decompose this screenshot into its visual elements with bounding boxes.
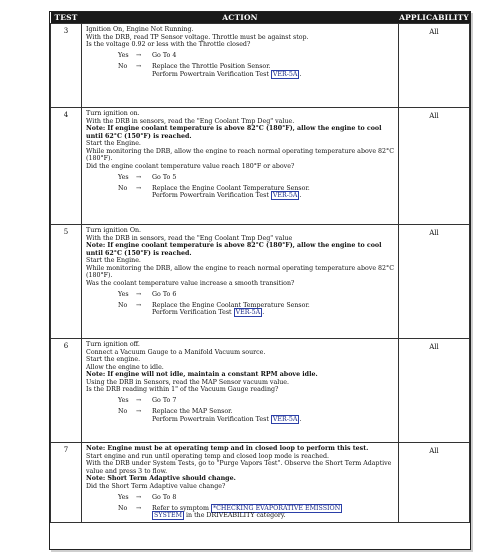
note-text: Note: If engine coolant temperature is above 82°C (180°F), allow the engine to cool until 62°C (150°F) is reached. — [86, 125, 382, 140]
verification-link[interactable]: VER-5A — [272, 70, 298, 78]
action-cell: Turn ignition On. With the DRB in sensors, read the "Eng Coolant Tmp Deg" value Note: If engine coolant temperature is above 82°C (180°F), allow the engine to cool until 62°C (150°F) is reached. Start the Engine. While monitoring the DRB, allow the engine to reach normal operating temperature above 82°C (180°F). Was the coolant temperature value increase a smooth transition? Yes → Go To 6 No → Replace the Engine Coolant Temperature Sensor. Perform Verification Test VER-5A . — [82, 225, 399, 339]
test-number: 5 — [51, 225, 82, 339]
table-header-row — [51, 12, 470, 24]
arrow-icon: → — [136, 173, 142, 181]
arrow-icon: → — [136, 493, 142, 501]
yes-branch: Yes → Go To 5 — [118, 173, 177, 181]
applicability: All — [399, 225, 470, 339]
symptom-link[interactable]: *CHECKING EVAPORATIVE EMISSION — [212, 504, 341, 512]
no-branch: No → Replace the Throttle Position Sensor. — [118, 63, 271, 70]
action-cell: Turn ignition off. Connect a Vacuum Gauge to a Manifold Vacuum source. Start the engine. Allow the engine to idle. Note: If engine will not idle, maintain a constant RPM above idle. Using the DRB in Sensors, read the MAP Sensor vacuum value. Is the DRB reading within 1" of the Vacuum Gauge reading? Yes → Go To 7 No → Replace the MAP Sensor. Perform Powertrain Verification Test VER-5A . — [82, 339, 399, 443]
table-row — [51, 24, 470, 108]
applicability: All — [399, 339, 470, 443]
no-branch: No → Replace the Engine Coolant Temperature Sensor. — [118, 301, 310, 309]
arrow-icon: → — [136, 301, 142, 309]
arrow-icon: → — [136, 52, 142, 59]
table-row — [51, 108, 470, 225]
applicability: All — [399, 24, 470, 108]
test-number: 7 — [51, 443, 82, 523]
symptom-link-cont[interactable]: SYSTEM — [154, 512, 183, 519]
arrow-icon: → — [136, 184, 142, 192]
test-number: 6 — [51, 339, 82, 443]
table-row — [51, 339, 470, 443]
applicability: All — [399, 443, 470, 523]
arrow-icon: → — [136, 290, 142, 298]
action-line: With the DRB, read TP Sensor voltage. Throttle must be against stop. — [86, 33, 309, 41]
diagnostic-table — [50, 12, 470, 523]
yes-branch: Yes → Go To 4 — [118, 52, 177, 59]
verification-link[interactable]: VER-5A — [272, 415, 298, 423]
header-applicability: APPLICABILITY — [399, 13, 469, 22]
arrow-icon: → — [136, 408, 142, 415]
arrow-icon: → — [136, 397, 142, 404]
yes-branch: Yes → Go To 7 — [118, 397, 177, 404]
diagnostic-table-page — [49, 11, 471, 550]
yes-branch: Yes → Go To 6 — [118, 290, 177, 298]
note-text: Note: If engine coolant temperature is above 82°C (180°F), allow the engine to cool until 62°C (150°F) is reached. — [86, 242, 382, 257]
note-text: Note: If engine will not idle, maintain a constant RPM above idle. — [86, 371, 318, 378]
no-branch: No → Refer to symptom *CHECKING EVAPORATIVE EMISSION — [118, 504, 341, 512]
header-test: TEST — [51, 12, 82, 24]
test-number: 4 — [51, 108, 82, 225]
action-line: Ignition On, Engine Not Running. — [86, 26, 194, 33]
no-branch: No → Replace the Engine Coolant Temperature Sensor. — [118, 184, 310, 192]
note-text: Note: Engine must be at operating temp and in closed loop to perform this test. — [86, 445, 369, 452]
no-branch: No → Replace the MAP Sensor. — [118, 408, 233, 415]
note-text: Note: Short Term Adaptive should change. — [86, 475, 236, 482]
table-row — [51, 225, 470, 339]
arrow-icon: → — [136, 63, 142, 70]
arrow-icon: → — [136, 504, 142, 512]
yes-branch: Yes → Go To 8 — [118, 493, 177, 501]
table-row — [51, 443, 470, 523]
header-action: ACTION — [82, 12, 399, 24]
action-cell: Note: Engine must be at operating temp and in closed loop to perform this test. Start engine and run until operating temp and closed loop mode is reached. With the DRB under System Tests, go to "Purge Vapors Test". Observe the Short Term Adaptive value and press 3 to flow. Note: Short Term Adaptive should change. Did the Short Term Adaptive value change? Yes → Go To 8 No → Refer to symptom *CHECKING EVAPORATIVE EMISSION SYSTEM in the DRIVEABILITY category. — [82, 443, 399, 523]
applicability: All — [399, 108, 470, 225]
action-cell: Ignition On, Engine Not Running. With the DRB, read TP Sensor voltage. Throttle must be against stop. Is the voltage 0.92 or less with the Throttle closed? Yes → Go To 4 No → Replace the Throttle Position Sensor. Perform Powertrain Verification Test VER-5A . — [82, 24, 399, 108]
test-number: 3 — [51, 24, 82, 108]
verification-link[interactable]: VER-5A — [272, 192, 298, 199]
verification-link[interactable]: VER-5A — [235, 309, 261, 316]
action-cell: Turn ignition on. With the DRB in sensors, read the "Eng Coolant Tmp Deg" value. Note: If engine coolant temperature is above 82°C (180°F), allow the engine to cool until 62°C (150°F) is reached. Start the Engine. While monitoring the DRB, allow the engine to reach normal operating temperature above 82°C (180°F). Did the engine coolant temperature value reach 180°F or above? Yes → Go To 5 No → Replace the Engine Coolant Temperature Sensor. Perform Powertrain Verification Test VER-5A . — [82, 108, 399, 225]
action-line: Is the voltage 0.92 or less with the Throttle closed? — [86, 41, 251, 48]
